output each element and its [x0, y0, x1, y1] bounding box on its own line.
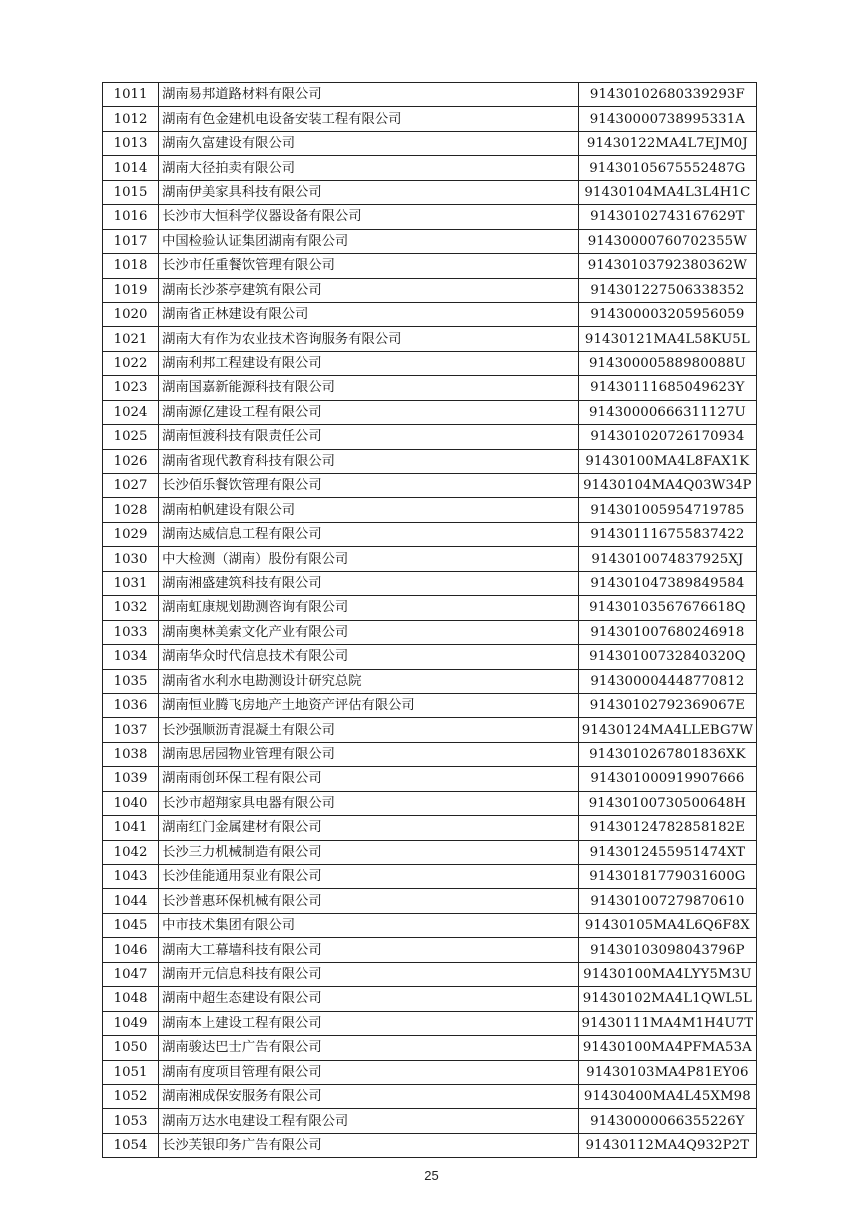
table-row — [103, 522, 757, 546]
row-number: 1047 — [103, 962, 159, 986]
table-body — [103, 83, 757, 1158]
row-number: 1011 — [103, 83, 159, 107]
credit-code: 91430103MA4P81EY06 — [578, 1060, 756, 1084]
credit-code: 91430181779031600G — [578, 865, 756, 889]
row-number: 1044 — [103, 889, 159, 913]
row-number: 1015 — [103, 180, 159, 204]
credit-code: 91430100MA4PFMA53A — [578, 1036, 756, 1060]
table-row — [103, 205, 757, 229]
company-name: 长沙市超翔家具电器有限公司 — [159, 791, 579, 815]
credit-code: 914301116755837422 — [578, 522, 756, 546]
row-number: 1017 — [103, 229, 159, 253]
company-name: 中国检验认证集团湖南有限公司 — [159, 229, 579, 253]
company-name: 湖南长沙茶亭建筑有限公司 — [159, 278, 579, 302]
table-row — [103, 376, 757, 400]
credit-code: 914301227506338352 — [578, 278, 756, 302]
table-row — [103, 718, 757, 742]
credit-code: 91430112MA4Q932P2T — [578, 1133, 756, 1157]
company-name: 湖南大径拍卖有限公司 — [159, 156, 579, 180]
table-row — [103, 1011, 757, 1035]
company-name: 湖南省正林建设有限公司 — [159, 302, 579, 326]
table-row — [103, 1036, 757, 1060]
row-number: 1027 — [103, 474, 159, 498]
company-name: 湖南恒渡科技有限责任公司 — [159, 425, 579, 449]
row-number: 1042 — [103, 840, 159, 864]
credit-code: 914301000919907666 — [578, 767, 756, 791]
table-row — [103, 889, 757, 913]
row-number: 1038 — [103, 742, 159, 766]
credit-code: 91430103792380362W — [578, 254, 756, 278]
table-row — [103, 669, 757, 693]
row-number: 1033 — [103, 620, 159, 644]
table-row — [103, 449, 757, 473]
row-number: 1019 — [103, 278, 159, 302]
credit-code: 914301007279870610 — [578, 889, 756, 913]
table-row — [103, 474, 757, 498]
row-number: 1039 — [103, 767, 159, 791]
table-row — [103, 327, 757, 351]
company-name: 湖南柏帆建设有限公司 — [159, 498, 579, 522]
company-name: 湖南恒业腾飞房地产土地资产评估有限公司 — [159, 693, 579, 717]
row-number: 1024 — [103, 400, 159, 424]
company-name: 湖南本上建设工程有限公司 — [159, 1011, 579, 1035]
table-row — [103, 83, 757, 107]
table-row — [103, 645, 757, 669]
table-row — [103, 1060, 757, 1084]
credit-code: 91430105MA4L6Q6F8X — [578, 913, 756, 937]
credit-code: 91430104MA4L3L4H1C — [578, 180, 756, 204]
table-row — [103, 865, 757, 889]
company-name: 长沙佰乐餐饮管理有限公司 — [159, 474, 579, 498]
row-number: 1012 — [103, 107, 159, 131]
row-number: 1016 — [103, 205, 159, 229]
table-row — [103, 302, 757, 326]
table-row — [103, 742, 757, 766]
credit-code: 91430111MA4M1H4U7T — [578, 1011, 756, 1035]
table-row — [103, 938, 757, 962]
credit-code: 91430100730500648H — [578, 791, 756, 815]
credit-code: 9143012455951474XT — [578, 840, 756, 864]
row-number: 1034 — [103, 645, 159, 669]
company-name: 湖南有度项目管理有限公司 — [159, 1060, 579, 1084]
company-name: 湖南骏达巴士广告有限公司 — [159, 1036, 579, 1060]
company-name: 中市技术集团有限公司 — [159, 913, 579, 937]
credit-code: 91430400MA4L45XM98 — [578, 1084, 756, 1108]
company-name: 湖南易邦道路材料有限公司 — [159, 83, 579, 107]
credit-code: 91430104MA4Q03W34P — [578, 474, 756, 498]
company-registry-table — [102, 82, 757, 1158]
row-number: 1046 — [103, 938, 159, 962]
credit-code: 91430103567676618Q — [578, 596, 756, 620]
company-name: 湖南虹康规划勘测咨询有限公司 — [159, 596, 579, 620]
table-row — [103, 767, 757, 791]
row-number: 1029 — [103, 522, 159, 546]
credit-code: 914301005954719785 — [578, 498, 756, 522]
table-row — [103, 229, 757, 253]
credit-code: 9143010267801836XK — [578, 742, 756, 766]
company-name: 湖南省水利水电勘测设计研究总院 — [159, 669, 579, 693]
credit-code: 914300003205956059 — [578, 302, 756, 326]
credit-code: 914301047389849584 — [578, 571, 756, 595]
credit-code: 91430105675552487G — [578, 156, 756, 180]
table-row — [103, 987, 757, 1011]
company-name: 湖南湘成保安服务有限公司 — [159, 1084, 579, 1108]
table-row — [103, 254, 757, 278]
company-name: 湖南省现代教育科技有限公司 — [159, 449, 579, 473]
table-row — [103, 840, 757, 864]
company-name: 湖南万达水电建设工程有限公司 — [159, 1109, 579, 1133]
row-number: 1021 — [103, 327, 159, 351]
credit-code: 91430000066355226Y — [578, 1109, 756, 1133]
company-name: 湖南久富建设有限公司 — [159, 131, 579, 155]
table-row — [103, 962, 757, 986]
table-row — [103, 1084, 757, 1108]
table-row — [103, 180, 757, 204]
table-row — [103, 107, 757, 131]
row-number: 1037 — [103, 718, 159, 742]
row-number: 1030 — [103, 547, 159, 571]
table-row — [103, 596, 757, 620]
row-number: 1050 — [103, 1036, 159, 1060]
company-name: 长沙芙银印务广告有限公司 — [159, 1133, 579, 1157]
table-row — [103, 425, 757, 449]
company-name: 湖南华众时代信息技术有限公司 — [159, 645, 579, 669]
row-number: 1052 — [103, 1084, 159, 1108]
row-number: 1051 — [103, 1060, 159, 1084]
credit-code: 91430100732840320Q — [578, 645, 756, 669]
company-name: 湖南源亿建设工程有限公司 — [159, 400, 579, 424]
row-number: 1041 — [103, 816, 159, 840]
table-row — [103, 913, 757, 937]
row-number: 1014 — [103, 156, 159, 180]
row-number: 1045 — [103, 913, 159, 937]
company-name: 中大检测（湖南）股份有限公司 — [159, 547, 579, 571]
credit-code: 91430100MA4LYY5M3U — [578, 962, 756, 986]
table-row — [103, 131, 757, 155]
company-name: 湖南思居园物业管理有限公司 — [159, 742, 579, 766]
credit-code: 91430102743167629T — [578, 205, 756, 229]
company-name: 湖南开元信息科技有限公司 — [159, 962, 579, 986]
credit-code: 91430000588980088U — [578, 351, 756, 375]
row-number: 1048 — [103, 987, 159, 1011]
page-number: 25 — [424, 1168, 439, 1183]
row-number: 1018 — [103, 254, 159, 278]
row-number: 1028 — [103, 498, 159, 522]
company-name: 湖南有色金建机电设备安装工程有限公司 — [159, 107, 579, 131]
row-number: 1022 — [103, 351, 159, 375]
credit-code: 91430122MA4L7EJM0J — [578, 131, 756, 155]
company-name: 长沙三力机械制造有限公司 — [159, 840, 579, 864]
table-row — [103, 571, 757, 595]
company-name: 湖南红门金属建材有限公司 — [159, 816, 579, 840]
credit-code: 91430000760702355W — [578, 229, 756, 253]
table-row — [103, 1133, 757, 1157]
credit-code: 91430102680339293F — [578, 83, 756, 107]
credit-code: 91430000666311127U — [578, 400, 756, 424]
table-row — [103, 620, 757, 644]
company-name: 长沙普惠环保机械有限公司 — [159, 889, 579, 913]
company-name: 长沙市任重餐饮管理有限公司 — [159, 254, 579, 278]
credit-code: 91430103098043796P — [578, 938, 756, 962]
row-number: 1035 — [103, 669, 159, 693]
table-row — [103, 400, 757, 424]
row-number: 1032 — [103, 596, 159, 620]
table-row — [103, 1109, 757, 1133]
table-row — [103, 547, 757, 571]
row-number: 1031 — [103, 571, 159, 595]
credit-code: 91430124782858182E — [578, 816, 756, 840]
row-number: 1049 — [103, 1011, 159, 1035]
company-name: 长沙强顺沥青混凝土有限公司 — [159, 718, 579, 742]
company-name: 长沙佳能通用泵业有限公司 — [159, 865, 579, 889]
table-row — [103, 351, 757, 375]
table-row — [103, 156, 757, 180]
table-row — [103, 791, 757, 815]
company-name: 湖南伊美家具科技有限公司 — [159, 180, 579, 204]
company-name: 湖南湘盛建筑科技有限公司 — [159, 571, 579, 595]
credit-code: 91430102792369067E — [578, 693, 756, 717]
table-row — [103, 693, 757, 717]
credit-code: 91430102MA4L1QWL5L — [578, 987, 756, 1011]
row-number: 1013 — [103, 131, 159, 155]
credit-code: 914301007680246918 — [578, 620, 756, 644]
company-name: 湖南大工幕墙科技有限公司 — [159, 938, 579, 962]
company-name: 湖南雨创环保工程有限公司 — [159, 767, 579, 791]
company-name: 长沙市大恒科学仪器设备有限公司 — [159, 205, 579, 229]
table-row — [103, 816, 757, 840]
row-number: 1043 — [103, 865, 159, 889]
company-name: 湖南奥林美索文化产业有限公司 — [159, 620, 579, 644]
credit-code: 914300004448770812 — [578, 669, 756, 693]
company-name: 湖南中超生态建设有限公司 — [159, 987, 579, 1011]
company-name: 湖南利邦工程建设有限公司 — [159, 351, 579, 375]
row-number: 1036 — [103, 693, 159, 717]
table-row — [103, 278, 757, 302]
row-number: 1023 — [103, 376, 159, 400]
row-number: 1025 — [103, 425, 159, 449]
row-number: 1053 — [103, 1109, 159, 1133]
credit-code: 91430111685049623Y — [578, 376, 756, 400]
table-row — [103, 498, 757, 522]
row-number: 1040 — [103, 791, 159, 815]
company-name: 湖南国嘉新能源科技有限公司 — [159, 376, 579, 400]
credit-code: 9143010074837925XJ — [578, 547, 756, 571]
company-name: 湖南达威信息工程有限公司 — [159, 522, 579, 546]
company-name: 湖南大有作为农业技术咨询服务有限公司 — [159, 327, 579, 351]
credit-code: 91430124MA4LLEBG7W — [578, 718, 756, 742]
row-number: 1020 — [103, 302, 159, 326]
credit-code: 914301020726170934 — [578, 425, 756, 449]
row-number: 1026 — [103, 449, 159, 473]
credit-code: 91430000738995331A — [578, 107, 756, 131]
row-number: 1054 — [103, 1133, 159, 1157]
credit-code: 91430100MA4L8FAX1K — [578, 449, 756, 473]
credit-code: 91430121MA4L58KU5L — [578, 327, 756, 351]
